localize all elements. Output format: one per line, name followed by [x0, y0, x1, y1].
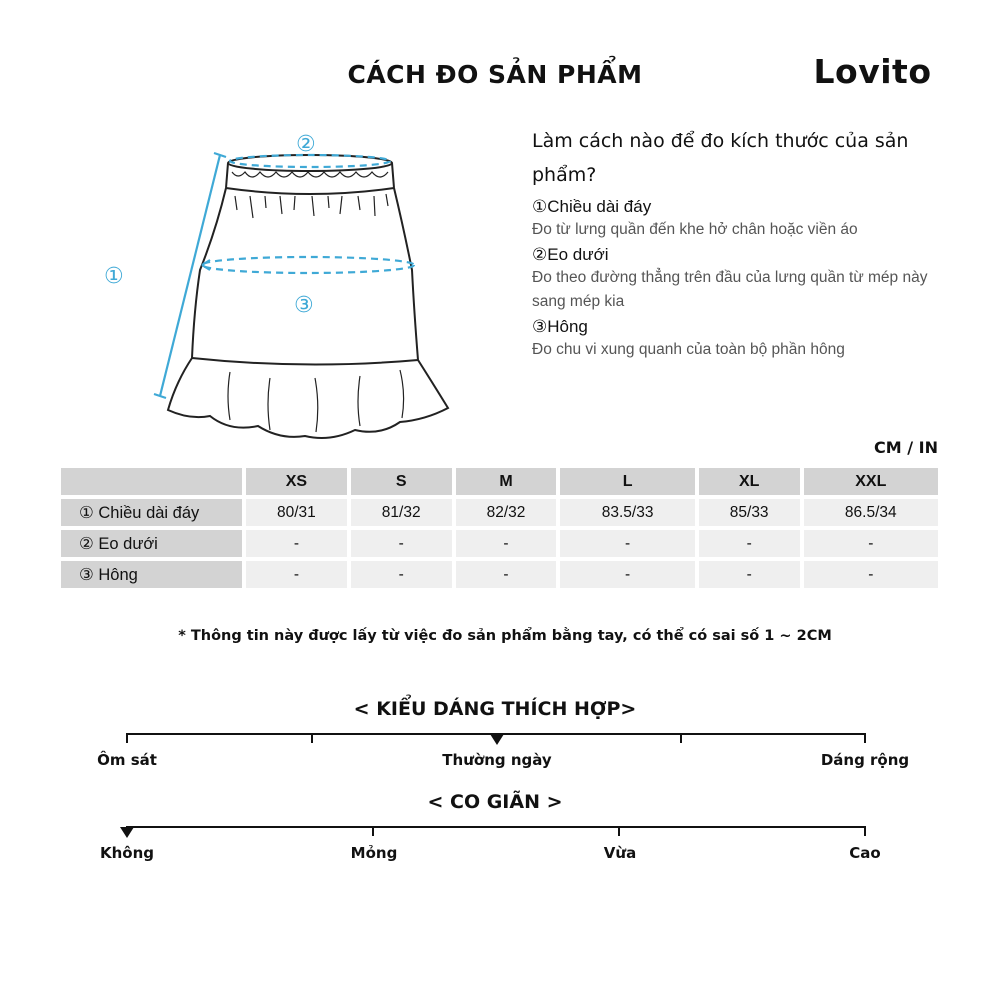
table-cell: - — [804, 530, 938, 557]
howto-item-title: ①Chiều dài đáy — [532, 197, 652, 216]
size-header: M — [456, 468, 557, 495]
fit-scale-tick — [126, 733, 128, 743]
length-label: ① — [104, 264, 124, 289]
howto-item-desc: Đo chu vi xung quanh của toàn bộ phần hông — [532, 341, 845, 358]
measurement-note: * Thông tin này được lấy từ việc đo sản phẩm bằng tay, có thể có sai số 1 ~ 2CM — [178, 628, 832, 644]
table-cell: 85/33 — [699, 499, 800, 526]
table-cell: - — [699, 561, 800, 588]
unit-label: CM / IN — [874, 438, 938, 457]
table-cell: - — [351, 530, 452, 557]
fit-scale-tick — [864, 733, 866, 743]
table-row — [61, 499, 938, 526]
fit-scale-label: Thường ngày — [442, 751, 552, 769]
stretch-scale-tick — [864, 826, 866, 836]
table-header-row — [61, 468, 938, 495]
stretch-scale-label: Mỏng — [350, 844, 398, 862]
fit-scale-tick — [680, 733, 682, 743]
table-cell: - — [456, 530, 557, 557]
howto-section — [532, 124, 952, 364]
row-label: ① Chiều dài đáy — [61, 499, 242, 526]
howto-item — [532, 244, 952, 314]
table-cell: - — [560, 530, 694, 557]
howto-item-title: ②Eo dưới — [532, 245, 609, 264]
howto-item-desc: Đo theo đường thẳng trên đầu của lưng quần từ mép này sang mép kia — [532, 269, 928, 310]
page-title: CÁCH ĐO SẢN PHẨM — [347, 60, 643, 89]
table-cell: 86.5/34 — [804, 499, 938, 526]
stretch-scale-line — [126, 826, 866, 828]
table-cell: - — [456, 561, 557, 588]
stretch-scale-title: < CO GIÃN > — [427, 791, 563, 813]
howto-item-title: ③Hông — [532, 317, 588, 336]
hip-line — [202, 257, 414, 273]
table-cell: - — [351, 561, 452, 588]
fit-scale-label: Ôm sát — [97, 751, 157, 769]
size-header: XXL — [804, 468, 938, 495]
fit-scale-label: Dáng rộng — [820, 751, 910, 769]
table-cell: 81/32 — [351, 499, 452, 526]
table-cell: - — [560, 561, 694, 588]
table-row — [61, 561, 938, 588]
table-cell: 83.5/33 — [560, 499, 694, 526]
stretch-scale-label: Không — [99, 844, 155, 862]
brand-logo: Lovito — [813, 52, 932, 91]
size-header: S — [351, 468, 452, 495]
fit-scale-title: < KIỂU DÁNG THÍCH HỢP> — [353, 698, 637, 720]
table-corner-cell — [61, 468, 242, 495]
howto-question: Làm cách nào để đo kích thước của sản phẩm? — [532, 130, 909, 186]
table-cell: - — [699, 530, 800, 557]
hip-label: ③ — [294, 293, 314, 318]
size-table-wrap — [61, 468, 938, 592]
stretch-scale-label: Vừa — [603, 844, 637, 862]
table-cell: - — [246, 530, 347, 557]
stretch-scale-tick — [372, 826, 374, 836]
table-row — [61, 530, 938, 557]
stretch-scale-tick — [618, 826, 620, 836]
howto-item — [532, 196, 952, 242]
howto-item — [532, 316, 952, 362]
stretch-scale-label: Cao — [849, 844, 881, 862]
size-table — [57, 464, 942, 592]
stretch-selected-marker-icon — [120, 827, 134, 838]
table-cell: - — [246, 561, 347, 588]
size-header: XS — [246, 468, 347, 495]
row-label: ② Eo dưới — [61, 530, 242, 557]
row-label: ③ Hông — [61, 561, 242, 588]
table-cell: - — [804, 561, 938, 588]
table-cell: 80/31 — [246, 499, 347, 526]
fit-selected-marker-icon — [490, 734, 504, 745]
waist-label: ② — [296, 132, 316, 157]
fit-scale-tick — [311, 733, 313, 743]
skirt-diagram — [80, 120, 520, 450]
howto-item-desc: Đo từ lưng quần đến khe hở chân hoặc viền áo — [532, 221, 858, 238]
size-header: L — [560, 468, 694, 495]
table-cell: 82/32 — [456, 499, 557, 526]
size-header: XL — [699, 468, 800, 495]
